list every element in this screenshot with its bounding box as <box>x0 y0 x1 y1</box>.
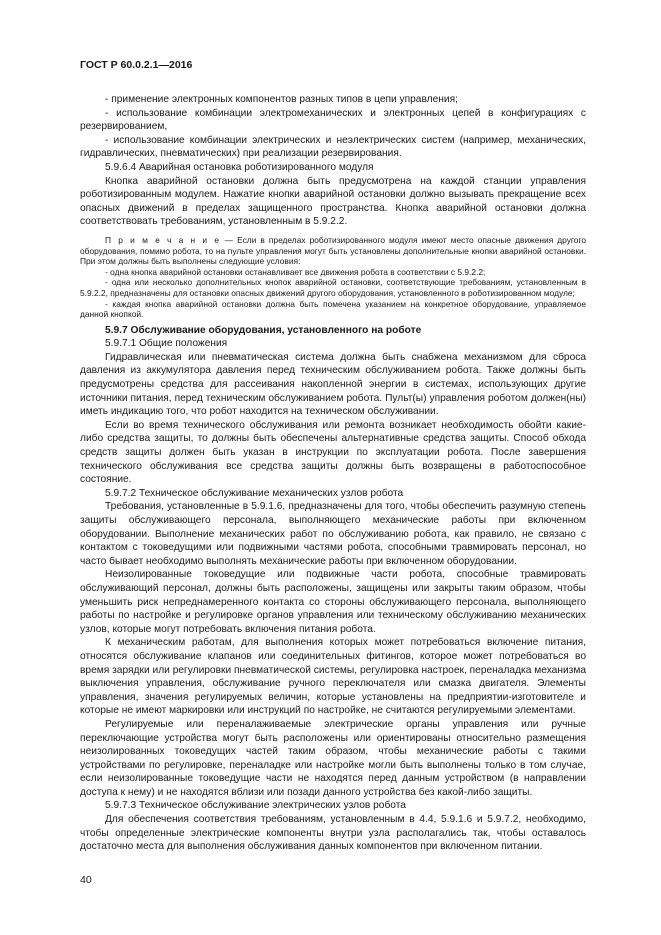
note-item: - одна кнопка аварийной остановки останавливает все движения робота в соответствии с 5.9.2.2; <box>105 266 486 277</box>
paragraph: Регулируемые или переналаживаемые электрические органы управления или ручные переключающие устройства могут быть расположены или ориентированы относительно размещения неизолированных токоведущих частей таким образом, чтобы механические работы с такими устройствами по регулировке, переналадке или настройке могли быть выполнены только в том случае, если неизолированные токоведущие части не находятся перед данным устройством (в направлении доступа к нему) и не находятся вблизи или позади данного устройства без какой-либо защиты. <box>80 718 586 798</box>
paragraph: Если во время технического обслуживания или ремонта возникает необходимость обойти какие-либо средства защиты, то должны быть обеспечены альтернативные средства защиты. Способ обхода средств защиты должен быть указан в инструкции по эксплуатации робота. После завершения технического обслуживания все средства защиты должны быть возвращены в работоспособное состояние. <box>80 419 586 486</box>
page-body <box>80 93 586 854</box>
list-item: - использование комбинации электрических и неэлектрических систем (например, механических, гидравлических, пневматических) при реализации резервирования. <box>80 134 586 160</box>
paragraph: Кнопка аварийной остановки должна быть предусмотрена на каждой станции управления роботизированным модулем. Нажатие кнопки аварийной остановки должно вызывать прекращение всех опасных движений в пределах защищенного пространства. Кнопка аварийной остановки должна соответствовать требованиям, установленным в 5.9.2.2. <box>80 175 586 228</box>
section-heading: 5.9.7 Обслуживание оборудования, установленного на роботе <box>105 324 422 336</box>
note-label: П р и м е ч а н и е <box>105 234 221 245</box>
subsection-heading: 5.9.7.2 Техническое обслуживание механических узлов робота <box>105 487 404 499</box>
paragraph: Требования, установленные в 5.9.1.6, предназначены для того, чтобы обеспечить разумную степень защиты обслуживающего персонала, выполняющего механические работы при включенном оборудовании. Выполнение механических работ по обслуживанию робота, как правило, не связано с контактом с токоведущими или подвижными частями робота, способными травмировать персонал, но часто бывает необходимо выполнять механические работы при включенном оборудовании. <box>80 501 586 567</box>
paragraph: Неизолированные токоведущие или подвижные части робота, способные травмировать обслуживающий персонал, должны быть расположены, защищены или закрыты таким образом, чтобы уменьшить риск непреднамеренного контакта со стороны обслуживающего персонала, выполняющего работы по настройке и регулировке органов управления или техническому обслуживанию механических узлов, которые могут потребовать включения питания робота. <box>80 569 586 635</box>
list-item: - применение электронных компонентов разных типов в цепи управления; <box>105 94 458 105</box>
subsection-heading: 5.9.6.4 Аварийная остановка роботизированного модуля <box>105 161 374 173</box>
note-block <box>80 235 586 320</box>
note-item: - каждая кнопка аварийной остановки должна быть помечена указанием на конкретное оборудование, управляемое данной кнопкой. <box>80 298 586 320</box>
note-text: — Если в пределах роботизированного модуля имеют место опасные движения другого оборудования, помимо робота, то на пульте управления могут быть установлены дополнительные кнопки аварийной остановки. При этом должны быть выполнены следующие условия: <box>80 234 586 267</box>
list-item: - использование комбинации электромеханических и электронных цепей в конфигурациях с резервированием, <box>80 107 586 133</box>
paragraph: К механическим работам, для выполнения которых может потребоваться включение питания, относятся обслуживание клапанов или соединительных фитингов, которое может потребоваться во время зарядки или регулировки пневматической системы, регулировка настроек, переналадка механизма выключения управления, обслуживание ручного переключателя или смазка двигателя. Элементы управления, значения регулируемых величин, которые установлены на предприятии-изготовителе и которые не имеют маркировки или инструкций по настройке, не считаются регулируемыми элементами. <box>80 637 586 717</box>
note-item: - одна или несколько дополнительных кнопок аварийной остановки, соответствующие требованиям, установленным в 5.9.2.2, предназначены для остановки опасных движений другого оборудования, установленного в роботизированном модуле; <box>80 277 586 298</box>
note-paragraph <box>80 235 586 267</box>
paragraph: Гидравлическая или пневматическая система должна быть снабжена механизмом для сброса давления из аккумулятора давления перед техническим обслуживанием робота. Также должны быть предусмотрены средства для рассеивания накопленной энергии в системах, использующих другие источники питания, перед техническим обслуживанием робота. Пульт(ы) управления роботом должен(ны) иметь индикацию того, что робот находится на техническом обслуживании. <box>80 351 586 418</box>
paragraph: Для обеспечения соответствия требованиям, установленным в 4.4, 5.9.1.6 и 5.9.7.2, необходимо, чтобы определенные электрические компоненты внутри узла располагались так, чтобы оставалось достаточно места для выполнения обслуживания данных компонентов при включенном питании. <box>80 814 586 853</box>
page-number: 40 <box>80 874 92 886</box>
document-header: ГОСТ Р 60.0.2.1—2016 <box>80 59 193 71</box>
subsection-heading: 5.9.7.3 Техническое обслуживание электрических узлов робота <box>105 800 406 812</box>
subsection-heading: 5.9.7.1 Общие положения <box>105 338 228 350</box>
